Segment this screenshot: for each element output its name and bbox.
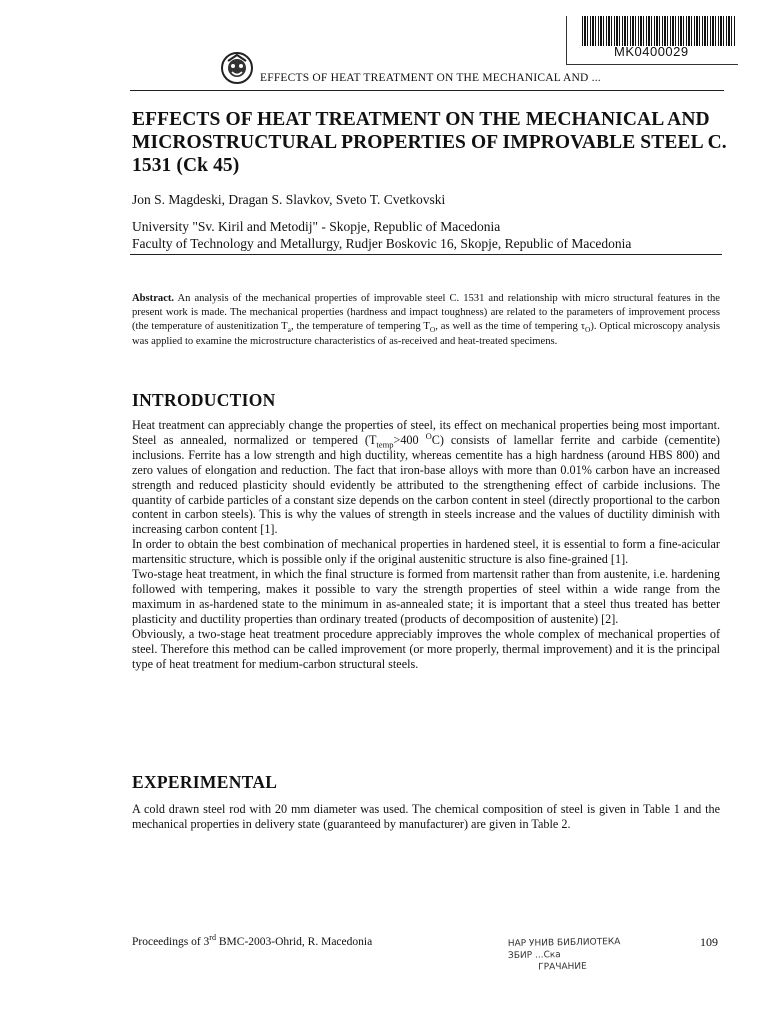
paragraph-text: >400 — [393, 432, 426, 447]
abstract-text: , as well as the time of tempering τ — [435, 321, 585, 333]
paragraph: Obviously, a two-stage heat treatment procedure appreciably improves the whole complex of mechanical properties of steel. Therefore this method can be called improvement (or more properly, thermal improvement) and it is the principal type of heat treatment for medium-carbon structural steels. — [132, 626, 720, 671]
section-heading-experimental: EXPERIMENTAL — [132, 772, 278, 792]
footer-text: BMC-2003-Ohrid, R. Macedonia — [216, 936, 373, 948]
footer-superscript: rd — [209, 933, 216, 943]
affiliation-university: University "Sv. Kiril and Metodij" - Skopje, Republic of Macedonia — [132, 219, 501, 234]
paragraph-text: C) consists of lamellar ferrite and carbide (cementite) inclusions. Ferrite has a low strength and high ductility, whereas cementite has a high hardness (around HBS 800) and zero values of elongation and reduction. The fact that iron-base alloys with more than 0.01% carbon have an increased strength and reduced plasticity should evidently be attributed to the strengthening effect of carbide inclusions. The quantity of carbide particles of a constant size depends on the carbon content in steel (directly proportional to the carbon content in carbon steels). This is why the values of strength in steels increase and the values of ductility diminish with increasing carbon content [1]. — [132, 432, 720, 537]
page-number: 109 — [700, 935, 718, 949]
paragraph — [132, 418, 720, 537]
stamp-line: ЗБИР ...Ска — [507, 950, 561, 962]
report-code-rule — [566, 64, 738, 65]
running-head: EFFECTS OF HEAT TREATMENT ON THE MECHANICAL AND ... — [260, 72, 601, 84]
abstract-subscript-o: O — [584, 325, 591, 335]
paragraph: A cold drawn steel rod with 20 mm diameter was used. The chemical composition of steel is given in Table 1 and the mechanical properties in delivery state (guaranteed by manufacturer) are given in Table 2. — [132, 802, 720, 831]
section-heading-introduction: INTRODUCTION — [132, 390, 276, 410]
barcode — [582, 16, 736, 46]
authors: Jon S. Magdeski, Dragan S. Slavkov, Sveto T. Cvetkovski — [132, 192, 446, 207]
abstract-text: An analysis of the mechanical properties of improvable steel C. 1531 and relationship with micro structural features in the present work is made. The mechanical properties (hardness and impact toughness) are related to the parameters of improvement process (the temperature of austenitization T — [132, 293, 720, 333]
library-stamp — [508, 936, 629, 974]
paper-title: EFFECTS OF HEAT TREATMENT ON THE MECHANICAL AND MICROSTRUCTURAL PROPERTIES OF IMPROVABLE STEEL C. 1531 (Ck 45) — [132, 109, 727, 176]
affiliation-rule — [130, 254, 722, 255]
conference-logo-icon — [220, 51, 254, 85]
abstract-text: , the temperature of tempering T — [290, 321, 430, 333]
footer-proceedings — [132, 933, 373, 948]
abstract-subscript-a: a — [287, 325, 291, 335]
subscript-temp: temp — [376, 439, 394, 450]
abstract-text: ). Optical microscopy analysis was applied to examine the microstructure characteristics of as-received and heat-treated specimens. — [132, 321, 721, 347]
barcode-divider — [566, 16, 567, 64]
affiliation-faculty: Faculty of Technology and Metallurgy, Rudjer Boskovic 16, Skopje, Republic of Macedonia — [132, 236, 632, 251]
paragraph-text: Heat treatment can appreciably change the properties of steel, its effect on mechanical properties being most important. Steel as annealed, normalized or tempered (T — [132, 418, 720, 447]
stamp-line: НАР УНИВ БИБЛИОТЕКА — [507, 937, 621, 950]
abstract — [132, 292, 720, 349]
paragraph: In order to obtain the best combination of mechanical properties in hardened steel, it is essential to form a fine-acicular martensitic structure, which is possible only if the original austenitic structure is also fine-grained [1]. — [132, 537, 720, 567]
paragraph: Two-stage heat treatment, in which the final structure is formed from martensit rather than from austenite, i.e. hardening followed with tempering, makes it possible to vary the strength properties of steel within a wide range from the maximum in as-hardened state to the minimum in as-annealed state; it is important that a steel thus treated has better plasticity and ductility properties than ordinary treated (products of decomposition of austenite) [2]. — [132, 567, 720, 626]
footer-text: Proceedings of 3 — [132, 936, 210, 948]
stamp-line: ГРАЧАНИЕ — [538, 961, 587, 973]
introduction-body — [132, 418, 720, 671]
abstract-subscript-o: O — [429, 325, 436, 335]
running-head-rule — [130, 90, 724, 91]
experimental-body — [132, 802, 720, 832]
abstract-label: Abstract. — [132, 293, 175, 304]
superscript-degree: O — [425, 430, 432, 441]
report-code: MK0400029 — [614, 44, 689, 59]
